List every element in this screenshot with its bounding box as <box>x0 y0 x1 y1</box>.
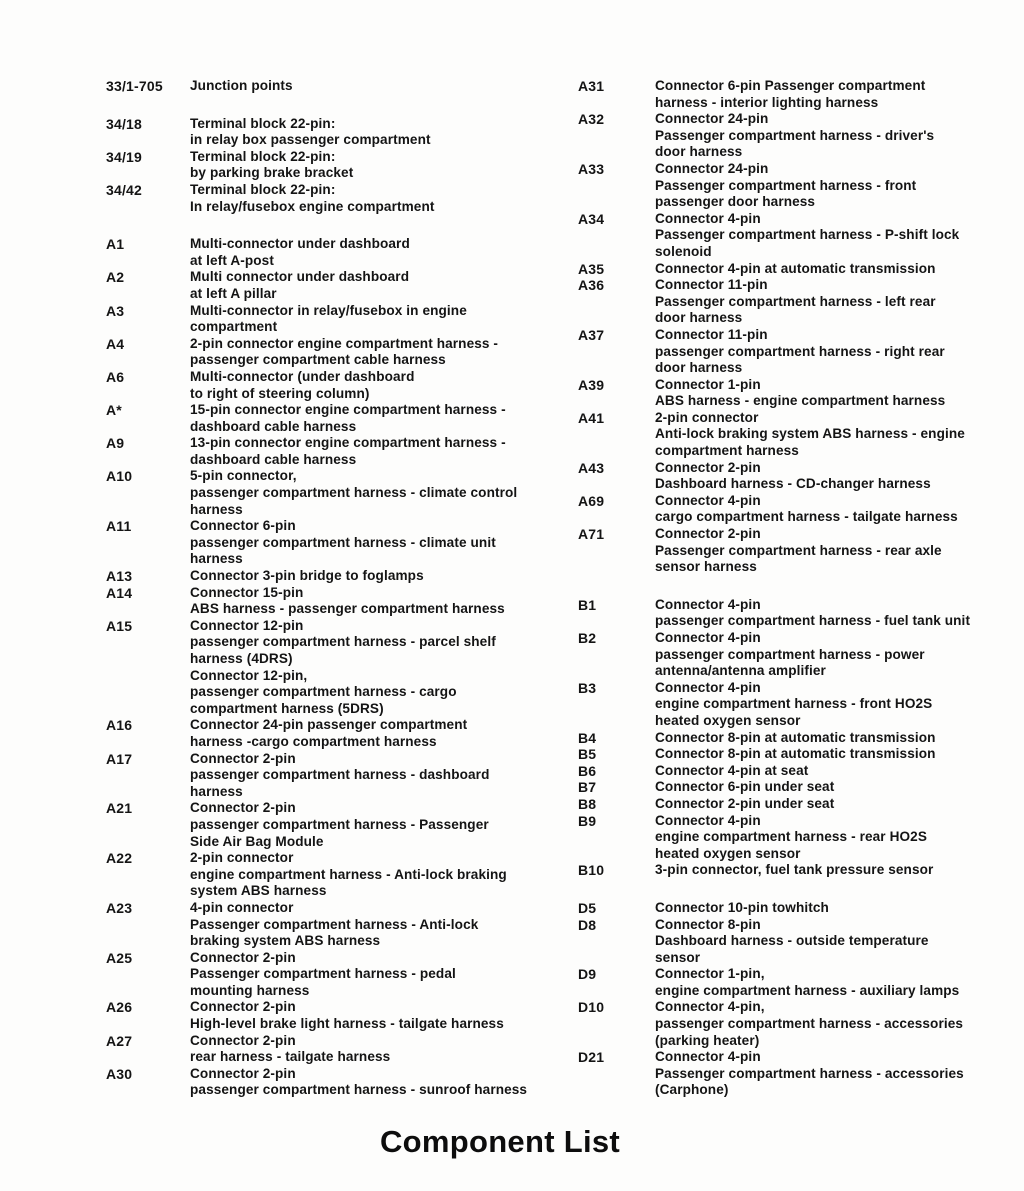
component-description <box>190 236 578 269</box>
component-entry <box>106 800 578 850</box>
component-entry <box>578 526 1024 576</box>
description-line: sensor <box>655 949 701 965</box>
component-description <box>190 336 578 369</box>
component-code: A43 <box>578 459 605 476</box>
component-code: D10 <box>578 999 605 1016</box>
component-description <box>655 377 1024 410</box>
description-line: Passenger compartment harness - Anti-lock <box>190 916 479 932</box>
description-line: Connector 24-pin <box>655 160 769 176</box>
component-description <box>190 78 578 95</box>
component-code: A3 <box>106 302 125 319</box>
component-entry <box>578 917 1024 967</box>
component-entry <box>106 900 578 950</box>
component-entry <box>578 746 1024 763</box>
description-line: passenger compartment harness - climate unit <box>190 534 496 550</box>
description-line: Passenger compartment harness - front <box>655 177 917 193</box>
description-line: to right of steering column) <box>190 385 370 401</box>
component-entry <box>106 568 578 585</box>
description-line: Passenger compartment harness - rear axle <box>655 542 942 558</box>
description-line: Terminal block 22-pin: <box>190 115 336 131</box>
component-description <box>655 161 1024 211</box>
entry-group <box>578 78 1024 576</box>
component-entry <box>578 261 1024 278</box>
component-code: B4 <box>578 729 597 746</box>
description-line: harness <box>190 551 243 567</box>
description-line: antenna/antenna amplifier <box>655 663 826 679</box>
component-entry <box>578 327 1024 377</box>
component-code: B9 <box>578 812 597 829</box>
component-description <box>655 813 1024 863</box>
description-line: engine compartment harness - Anti-lock braking <box>190 866 507 882</box>
component-code: A35 <box>578 260 605 277</box>
component-code: A26 <box>106 999 133 1016</box>
component-description <box>655 917 1024 967</box>
description-line: engine compartment harness - auxiliary lamps <box>655 982 960 998</box>
description-line: 2-pin connector <box>655 409 759 425</box>
description-line: Passenger compartment harness - pedal <box>190 966 456 982</box>
component-description <box>655 78 1024 111</box>
description-line: harness (4DRS) <box>190 651 293 666</box>
component-entry <box>106 336 578 369</box>
component-description <box>190 369 578 402</box>
component-code: D5 <box>578 899 597 916</box>
component-entry <box>578 211 1024 261</box>
component-description <box>655 862 1024 879</box>
description-line: Connector 8-pin at automatic transmission <box>655 746 936 762</box>
description-line: in relay box passenger compartment <box>190 132 431 148</box>
description-line: harness <box>190 501 243 517</box>
component-code: A34 <box>578 210 605 227</box>
description-line: Connector 4-pin <box>655 210 761 226</box>
component-description <box>190 182 578 215</box>
component-entry <box>578 730 1024 747</box>
component-description <box>655 680 1024 730</box>
description-line: passenger compartment harness - sunroof harness <box>190 1082 528 1098</box>
component-code: A30 <box>106 1065 133 1082</box>
description-line: Connector 6-pin under seat <box>655 779 835 795</box>
description-line: passenger compartment harness - right rear <box>655 343 945 359</box>
component-code: A31 <box>578 78 605 94</box>
description-line: ABS harness - engine compartment harness <box>655 393 946 409</box>
description-line: Connector 4-pin at seat <box>655 762 809 778</box>
description-line: cargo compartment harness - tailgate harness <box>655 509 958 525</box>
component-code: A39 <box>578 376 605 393</box>
component-description <box>190 435 578 468</box>
component-code: B5 <box>578 746 597 763</box>
description-line: mounting harness <box>190 982 310 998</box>
description-line: Multi-connector (under dashboard <box>190 368 415 384</box>
description-line: Connector 2-pin <box>655 459 761 475</box>
component-code: A1 <box>106 236 125 253</box>
component-code: A69 <box>578 492 605 509</box>
component-entry <box>578 813 1024 863</box>
description-line: Connector 4-pin, <box>655 999 765 1015</box>
description-line: engine compartment harness - rear HO2S <box>655 829 927 845</box>
component-description <box>655 410 1024 460</box>
component-code: A4 <box>106 335 125 352</box>
component-entry <box>578 1049 1024 1099</box>
description-line: 3-pin connector, fuel tank pressure sensor <box>655 862 934 878</box>
description-line: compartment harness <box>655 443 799 459</box>
component-description <box>655 493 1024 526</box>
component-code: 34/19 <box>106 148 143 165</box>
description-line: Side Air Bag Module <box>190 833 324 849</box>
description-line: Connector 4-pin <box>655 596 761 612</box>
description-line: heated oxygen sensor <box>655 845 801 861</box>
component-description <box>655 630 1024 680</box>
component-entry <box>578 796 1024 813</box>
component-description <box>655 966 1024 999</box>
description-line: (Carphone) <box>655 1082 729 1098</box>
component-description <box>655 796 1024 813</box>
component-entry <box>578 377 1024 410</box>
description-line: Connector 10-pin towhitch <box>655 899 829 915</box>
component-code: A9 <box>106 435 125 452</box>
description-line: at left A-post <box>190 252 274 268</box>
component-description <box>190 269 578 302</box>
description-line: Connector 8-pin at automatic transmission <box>655 729 936 745</box>
description-line: Multi-connector under dashboard <box>190 236 410 252</box>
component-description <box>655 746 1024 763</box>
description-line: 2-pin connector engine compartment harness - <box>190 335 499 351</box>
component-description <box>655 111 1024 161</box>
description-line: Connector 4-pin <box>655 812 761 828</box>
component-entry <box>578 597 1024 630</box>
component-code: A21 <box>106 800 133 817</box>
component-entry <box>106 585 578 618</box>
description-line: Dashboard harness - CD-changer harness <box>655 476 931 492</box>
description-line: Passenger compartment harness - driver's <box>655 127 935 143</box>
column-right <box>578 78 1024 1099</box>
component-description <box>190 468 578 518</box>
component-code: A36 <box>578 277 605 294</box>
description-line: Connector 11-pin <box>655 277 768 293</box>
component-entry <box>106 1066 578 1099</box>
component-code: B7 <box>578 779 597 796</box>
component-description <box>190 1033 578 1066</box>
component-entry <box>106 518 578 568</box>
description-line: dashboard cable harness <box>190 418 357 434</box>
description-line: Connector 2-pin under seat <box>655 795 835 811</box>
component-code: B3 <box>578 679 597 696</box>
component-code: A10 <box>106 468 133 485</box>
component-entry <box>106 303 578 336</box>
description-line: compartment harness (5DRS) <box>190 700 384 716</box>
component-description <box>655 526 1024 576</box>
entry-group <box>578 597 1024 879</box>
description-line: Terminal block 22-pin: <box>190 148 336 164</box>
description-line: ABS harness - passenger compartment harness <box>190 601 505 617</box>
component-entry <box>106 78 578 95</box>
component-description <box>190 950 578 1000</box>
component-description <box>655 327 1024 377</box>
component-code: A* <box>106 402 122 419</box>
description-line: Connector 2-pin <box>655 526 761 542</box>
component-code: A13 <box>106 568 133 585</box>
component-code: A17 <box>106 750 133 767</box>
component-code: A33 <box>578 160 605 177</box>
component-entry <box>106 751 578 801</box>
component-entry <box>106 402 578 435</box>
description-line: Connector 24-pin <box>655 111 769 127</box>
component-description <box>190 1066 578 1099</box>
description-line: Connector 2-pin <box>190 1032 296 1048</box>
component-code: A14 <box>106 584 133 601</box>
component-entry <box>578 78 1024 111</box>
description-line: passenger compartment harness - dashboard <box>190 767 490 783</box>
component-entry <box>106 182 578 215</box>
component-entry <box>578 410 1024 460</box>
component-description <box>190 518 578 568</box>
description-line: Connector 2-pin <box>190 999 296 1015</box>
description-line: Connector 2-pin <box>190 800 296 816</box>
description-line: rear harness - tailgate harness <box>190 1049 391 1065</box>
component-code: A16 <box>106 717 133 734</box>
component-entry <box>106 950 578 1000</box>
column-left <box>106 78 578 1099</box>
description-line: Dashboard harness - outside temperature <box>655 933 929 949</box>
component-entry <box>578 630 1024 680</box>
page-title: Component List <box>379 1124 621 1159</box>
description-line: passenger compartment harness - cargo <box>190 684 457 700</box>
description-line: Connector 11-pin <box>655 326 768 342</box>
component-code: A23 <box>106 899 133 916</box>
description-line: Connector 24-pin passenger compartment <box>190 717 468 733</box>
component-code: 34/42 <box>106 181 143 198</box>
component-entry <box>578 763 1024 780</box>
description-line: Connector 4-pin <box>655 630 761 645</box>
description-line: heated oxygen sensor <box>655 712 801 728</box>
description-line: by parking brake bracket <box>190 165 354 181</box>
description-line: passenger compartment cable harness <box>190 352 446 368</box>
description-line: passenger compartment harness - Passenger <box>190 816 489 832</box>
description-line: door harness <box>655 310 743 326</box>
description-line: Multi-connector in relay/fusebox in engine <box>190 302 467 318</box>
description-line: 5-pin connector, <box>190 468 297 484</box>
component-code: A22 <box>106 850 133 867</box>
description-line: Connector 6-pin <box>190 518 296 534</box>
component-entry <box>106 850 578 900</box>
description-line: Passenger compartment harness - accessories <box>655 1065 964 1081</box>
component-code: D9 <box>578 966 597 983</box>
description-line: High-level brake light harness - tailgate harness <box>190 1016 504 1032</box>
component-entry <box>106 369 578 402</box>
entry-group <box>106 116 578 216</box>
component-code: A2 <box>106 269 125 286</box>
component-description <box>655 460 1024 493</box>
component-code: B10 <box>578 862 605 879</box>
component-code: B8 <box>578 795 597 812</box>
component-code: D21 <box>578 1049 605 1066</box>
component-code: D8 <box>578 916 597 933</box>
description-line: passenger compartment harness - parcel shelf <box>190 634 496 650</box>
component-code: A6 <box>106 368 125 385</box>
description-line: 13-pin connector engine compartment harness - <box>190 435 506 451</box>
description-line: harness - interior lighting harness <box>655 94 879 110</box>
description-line: Connector 4-pin <box>655 1049 761 1065</box>
component-entry <box>106 468 578 518</box>
component-code: B6 <box>578 762 597 779</box>
component-entry <box>106 116 578 149</box>
component-entry <box>578 111 1024 161</box>
component-entry <box>578 680 1024 730</box>
description-line: Connector 1-pin <box>655 376 761 392</box>
description-line: Connector 15-pin <box>190 584 304 600</box>
description-line: Connector 2-pin <box>190 750 296 766</box>
component-code: B2 <box>578 630 597 646</box>
description-line: passenger compartment harness - fuel tank unit <box>655 613 971 629</box>
component-description <box>190 800 578 850</box>
component-code: A71 <box>578 526 605 543</box>
component-entry <box>578 460 1024 493</box>
component-code: A27 <box>106 1032 133 1049</box>
component-description <box>190 568 578 585</box>
component-code: 34/18 <box>106 115 143 132</box>
description-line: Connector 12-pin <box>190 617 304 633</box>
component-code: A25 <box>106 949 133 966</box>
description-line: system ABS harness <box>190 883 327 899</box>
component-description <box>190 149 578 182</box>
component-description <box>190 303 578 336</box>
description-line: (parking heater) <box>655 1032 760 1048</box>
description-line: passenger compartment harness - accessories <box>655 1016 964 1032</box>
description-line: solenoid <box>655 243 712 259</box>
description-line: passenger compartment harness - climate control <box>190 485 518 501</box>
description-line: Connector 12-pin, <box>190 667 308 683</box>
component-description <box>655 1049 1024 1099</box>
description-line: compartment <box>190 319 278 335</box>
component-entry <box>106 435 578 468</box>
description-line: Connector 8-pin <box>655 916 761 932</box>
component-description <box>190 402 578 435</box>
component-description <box>190 618 578 668</box>
component-entry <box>106 618 578 668</box>
description-line: Terminal block 22-pin: <box>190 181 336 197</box>
description-line: door harness <box>655 144 743 160</box>
description-line: dashboard cable harness <box>190 451 357 467</box>
component-entry <box>578 493 1024 526</box>
component-entry <box>578 277 1024 327</box>
description-line: Connector 4-pin <box>655 492 761 508</box>
description-line: Connector 2-pin <box>190 949 296 965</box>
component-description <box>190 999 578 1032</box>
component-entry <box>578 862 1024 879</box>
component-entry <box>106 269 578 302</box>
description-line: braking system ABS harness <box>190 933 381 949</box>
entry-group <box>578 900 1024 1099</box>
description-line: Connector 4-pin <box>655 679 761 695</box>
description-line: Connector 2-pin <box>190 1065 296 1081</box>
description-line: Connector 1-pin, <box>655 966 765 982</box>
description-line: Passenger compartment harness - left rear <box>655 293 936 309</box>
component-code: 33/1-705 <box>106 78 163 94</box>
description-line: 2-pin connector <box>190 850 294 866</box>
component-entry <box>578 161 1024 211</box>
description-line: Connector 4-pin at automatic transmission <box>655 260 936 276</box>
component-code: A32 <box>578 111 605 128</box>
description-line: sensor harness <box>655 559 757 575</box>
entry-group <box>106 78 578 95</box>
description-line: Junction points <box>190 78 293 93</box>
description-line: 4-pin connector <box>190 899 294 915</box>
component-entry <box>578 999 1024 1049</box>
component-description <box>655 763 1024 780</box>
description-line: passenger door harness <box>655 194 816 210</box>
component-entry <box>106 717 578 750</box>
description-line: In relay/fusebox engine compartment <box>190 198 435 214</box>
description-line: Connector 6-pin Passenger compartment <box>655 78 926 93</box>
description-line: 15-pin connector engine compartment harness - <box>190 402 506 418</box>
entry-group <box>106 236 578 1099</box>
description-line: Anti-lock braking system ABS harness - engine <box>655 426 965 442</box>
component-description <box>190 585 578 618</box>
description-line: Multi connector under dashboard <box>190 269 410 285</box>
component-entry <box>106 149 578 182</box>
description-line: door harness <box>655 360 743 376</box>
component-entry <box>106 236 578 269</box>
component-description <box>655 211 1024 261</box>
component-description <box>655 779 1024 796</box>
component-description <box>655 999 1024 1049</box>
component-entry <box>578 779 1024 796</box>
component-description <box>655 277 1024 327</box>
component-description <box>190 717 578 750</box>
component-entry <box>106 1033 578 1066</box>
description-line: Passenger compartment harness - P-shift lock <box>655 227 960 243</box>
component-code: A41 <box>578 409 605 426</box>
component-entry <box>106 668 578 718</box>
component-entry <box>578 966 1024 999</box>
component-description <box>190 668 578 718</box>
component-description <box>190 751 578 801</box>
component-code: B1 <box>578 596 597 613</box>
description-line: Connector 3-pin bridge to foglamps <box>190 568 424 584</box>
component-description <box>190 900 578 950</box>
component-description <box>655 597 1024 630</box>
description-line: harness -cargo compartment harness <box>190 733 437 749</box>
description-line: engine compartment harness - front HO2S <box>655 696 933 712</box>
component-code: A37 <box>578 326 605 343</box>
component-description <box>190 850 578 900</box>
component-description <box>655 730 1024 747</box>
component-entry <box>578 900 1024 917</box>
component-description <box>655 900 1024 917</box>
description-line: passenger compartment harness - power <box>655 646 925 662</box>
description-line: harness <box>190 783 243 799</box>
component-entry <box>106 999 578 1032</box>
component-description <box>190 116 578 149</box>
component-code: A15 <box>106 617 133 634</box>
component-code: A11 <box>106 518 132 535</box>
component-description <box>655 261 1024 278</box>
description-line: at left A pillar <box>190 285 277 301</box>
